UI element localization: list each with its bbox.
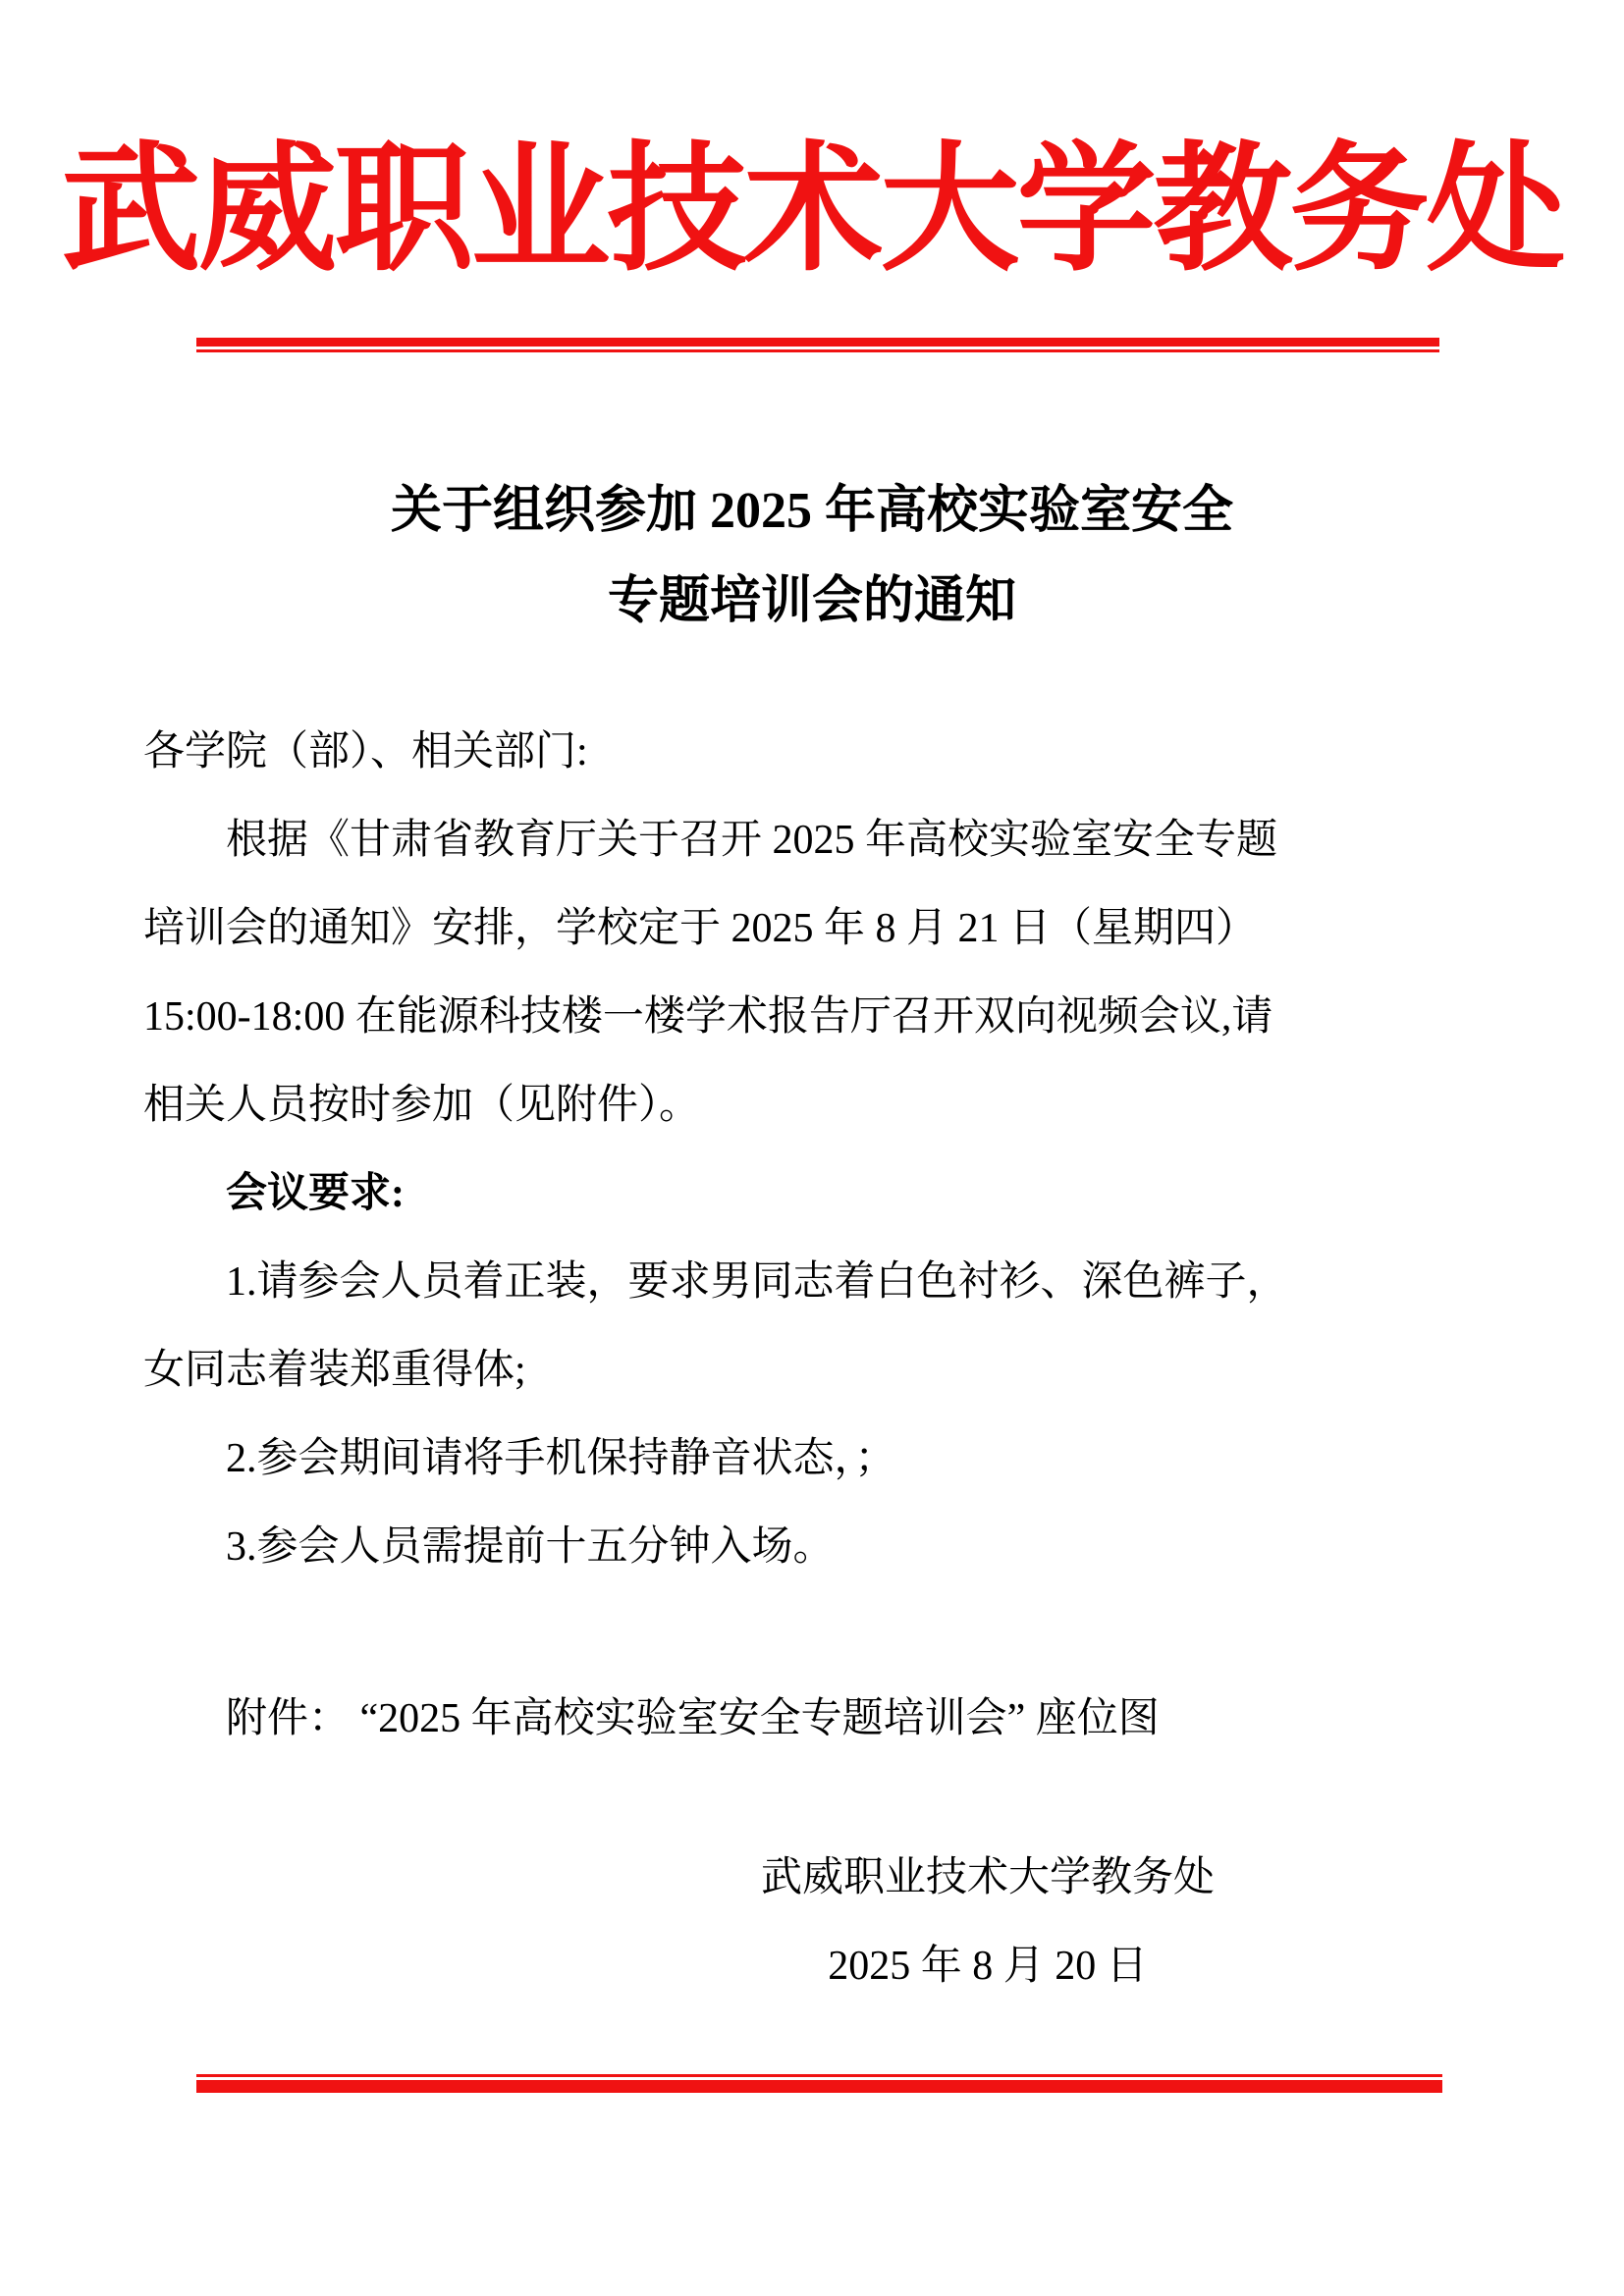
divider-thin-line — [196, 349, 1439, 352]
paragraph-line: 根据《甘肃省教育厅关于召开 2025 年高校实验室安全专题 — [226, 817, 1278, 863]
requirement-line: 1.请参会人员着正装，要求男同志着白色衬衫、深色裤子， — [226, 1258, 1288, 1305]
footer-divider — [196, 2074, 1442, 2093]
salutation-line: 各学院（部）、相关部门: — [143, 728, 588, 774]
signature-date: 2025 年 8 月 20 日 — [828, 1943, 1148, 1989]
requirement-line: 女同志着装郑重得体; — [143, 1347, 526, 1393]
requirement-line: 3.参会人员需提前十五分钟入场。 — [226, 1523, 835, 1570]
letterhead — [0, 0, 1624, 352]
letterhead-divider — [196, 338, 1439, 352]
attachment-line: 附件： “2025 年高校实验室安全专题培训会” 座位图 — [226, 1695, 1160, 1741]
letterhead-org-name: 武威职业技术大学教务处 — [61, 133, 1563, 288]
requirement-line: 2.参会期间请将手机保持静音状态，； — [226, 1435, 896, 1481]
divider-thick-line — [196, 338, 1439, 347]
notice-title — [0, 466, 1624, 647]
notice-body — [143, 708, 1442, 2010]
notice-title-line2: 专题培训会的通知 — [607, 572, 1016, 629]
paragraph-line: 培训会的通知》安排，学校定于 2025 年 8 月 21 日（星期四） — [143, 905, 1258, 951]
paragraph-line: 15:00-18:00 在能源科技楼一楼学术报告厅召开双向视频会议,请 — [143, 993, 1273, 1040]
notice-title-line1: 关于组织参加 2025 年高校实验室安全 — [390, 482, 1233, 539]
signature-block — [575, 1834, 1400, 2010]
requirements-heading: 会议要求: — [226, 1170, 405, 1216]
paragraph-line: 相关人员按时参加（见附件）。 — [143, 1082, 701, 1128]
divider-thick-line — [196, 2080, 1442, 2093]
signature-org: 武威职业技术大学教务处 — [760, 1854, 1215, 1900]
